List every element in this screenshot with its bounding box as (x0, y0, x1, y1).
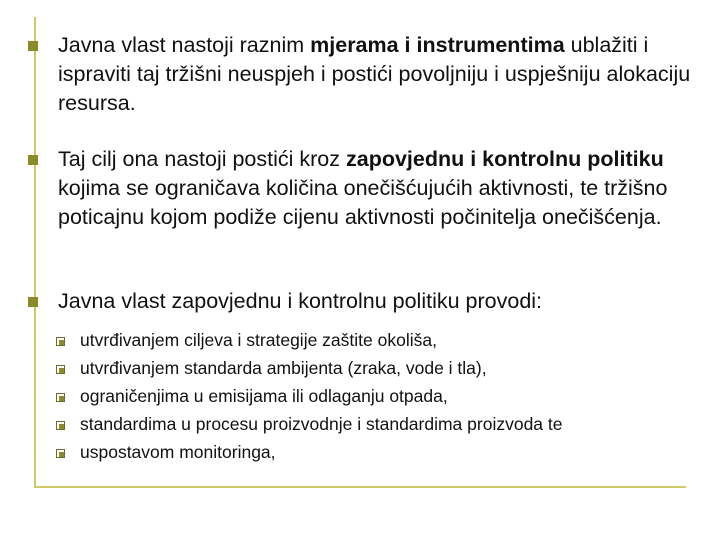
square-bullet-icon (28, 297, 38, 307)
checkbox-bullet-icon (56, 421, 65, 430)
sub-item-1 (80, 327, 705, 355)
left-border-line (34, 17, 36, 487)
checkbox-bullet-icon (56, 393, 65, 402)
checkbox-bullet-icon (56, 337, 65, 346)
bullet-item-1 (58, 31, 703, 118)
bottom-border-line (34, 486, 686, 488)
sub-item-text: uspostavom monitoringa, (80, 442, 276, 462)
sub-item-5 (80, 439, 705, 467)
bullet-2-text-b: kojima se ograničava količina onečišćujućih aktivnosti, te tržišno poticajnu kojom podiže cijenu aktivnosti počinitelja onečišćenja. (58, 176, 668, 229)
sub-item-text: ograničenjima u emisijama ili odlaganju otpada, (80, 386, 448, 406)
sub-item-3 (80, 383, 705, 411)
sub-item-4 (80, 411, 705, 439)
sub-item-text: utvrđivanjem standarda ambijenta (zraka, vode i tla), (80, 358, 487, 378)
sub-item-2 (80, 355, 705, 383)
bullet-1-text-bold: mjerama i instrumentima (310, 33, 565, 57)
bullet-item-3 (58, 287, 703, 316)
checkbox-bullet-icon (56, 365, 65, 374)
sub-item-text: utvrđivanjem ciljeva i strategije zaštite okoliša, (80, 330, 437, 350)
square-bullet-icon (28, 41, 38, 51)
bullet-1-text-a: Javna vlast nastoji raznim (58, 33, 311, 57)
bullet-2-text-a: Taj cilj ona nastoji postići kroz (58, 147, 346, 171)
square-bullet-icon (28, 155, 38, 165)
bullet-1-text-b: ublažiti i ispraviti taj tržišni neuspjeh i postići povoljniju i uspješniju alokaciju resursa. (58, 33, 691, 115)
bullet-2-text-bold: zapovjednu i kontrolnu politiku (345, 147, 664, 171)
checkbox-bullet-icon (56, 449, 65, 458)
bullet-3-text: Javna vlast zapovjednu i kontrolnu politiku provodi: (58, 289, 543, 313)
sub-item-text: standardima u procesu proizvodnje i standardima proizvoda te (80, 414, 563, 434)
bullet-item-2 (58, 145, 703, 232)
